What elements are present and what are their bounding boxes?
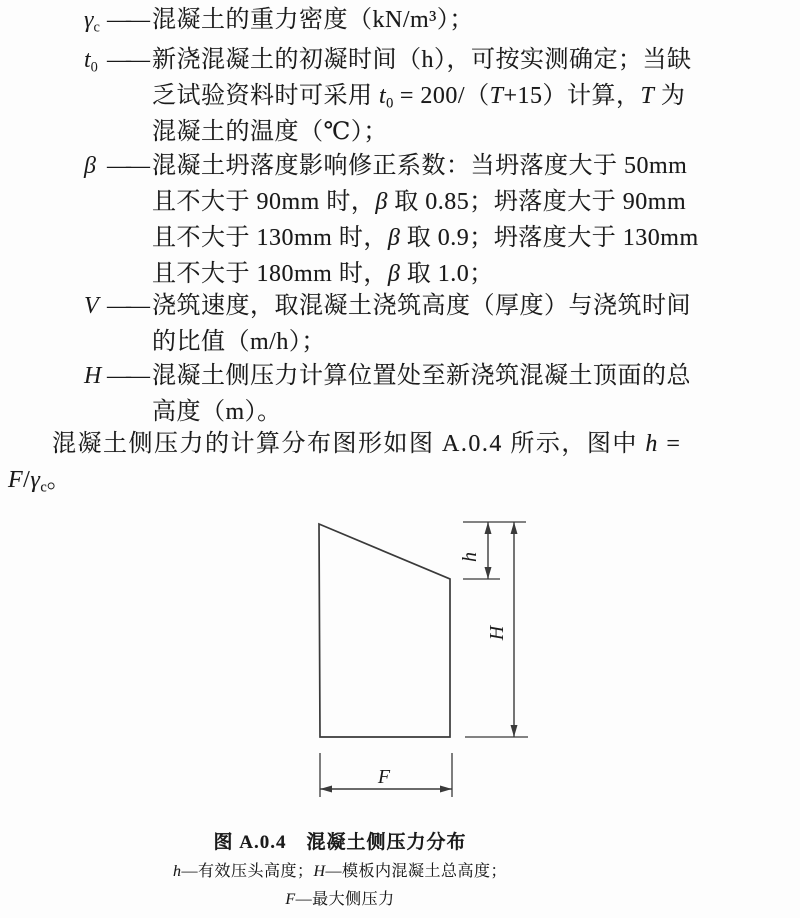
definition-line: 混凝土的重力密度（kN/m³）；	[152, 7, 474, 33]
label-H: H	[486, 625, 508, 641]
paragraph	[8, 426, 728, 498]
arrow-down-icon	[485, 567, 492, 579]
pressure-polygon	[319, 524, 450, 737]
definition-line: 且不大于 90mm 时，β 取 0.85；坍落度大于 90mm	[152, 189, 687, 215]
label-F: F	[377, 766, 391, 788]
definition-line: 混凝土的温度（℃）；	[152, 119, 388, 145]
definition-line: 且不大于 130mm 时，β 取 0.9；坍落度大于 130mm	[152, 225, 699, 251]
pressure-distribution-figure	[280, 500, 550, 810]
definition-symbol: γc	[84, 7, 100, 36]
definition-row	[0, 148, 720, 292]
arrow-up-icon	[485, 522, 492, 534]
definition-line: 乏试验资料时可采用 t0 = 200/（T+15）计算，T 为	[152, 83, 686, 112]
pressure-diagram	[280, 500, 550, 810]
label-h: h	[459, 552, 481, 562]
definition-line: 新浇混凝土的初凝时间（h），可按实测确定；当缺	[152, 47, 692, 73]
definition-dash: ——	[107, 153, 145, 179]
definition-line: 高度（m）。	[152, 399, 282, 425]
arrow-down-icon	[511, 725, 518, 737]
definition-dash: ——	[107, 7, 145, 33]
definition-line: 混凝土侧压力计算位置处至新浇筑混凝土顶面的总	[152, 363, 691, 389]
definition-row	[0, 358, 720, 430]
definition-text	[152, 358, 720, 430]
definition-dash: ——	[107, 293, 145, 319]
definition-symbol: H	[84, 363, 102, 389]
definition-text	[152, 288, 720, 360]
figure-legend-line: h—有效压头高度；H—模板内混凝土总高度；	[172, 863, 508, 880]
definition-text	[152, 148, 720, 292]
definition-row	[0, 42, 720, 150]
arrow-left-icon	[320, 786, 332, 793]
figure-legend-line: F—最大侧压力	[285, 891, 395, 908]
definition-dash: ——	[107, 47, 145, 73]
arrow-up-icon	[511, 522, 518, 534]
arrow-right-icon	[440, 786, 452, 793]
definition-line: 混凝土坍落度影响修正系数：当坍落度大于 50mm	[152, 153, 688, 179]
figure-caption: 图 A.0.4 混凝土侧压力分布	[213, 832, 467, 853]
definition-text	[152, 2, 720, 38]
extension-lines	[320, 522, 528, 797]
definition-text	[152, 42, 720, 150]
definition-symbol: β	[84, 153, 96, 179]
definition-row	[0, 2, 720, 38]
paragraph-line: 混凝土侧压力的计算分布图形如图 A.0.4 所示，图中 h =	[52, 431, 682, 457]
definition-row	[0, 288, 720, 360]
definition-symbol: V	[84, 293, 99, 319]
definition-line: 浇筑速度，取混凝土浇筑高度（厚度）与浇筑时间	[152, 293, 691, 319]
definition-dash: ——	[107, 363, 145, 389]
definition-line: 的比值（m/h）；	[152, 329, 326, 355]
definition-symbol: t0	[84, 47, 98, 76]
figure-caption-block	[0, 828, 680, 914]
definition-line: 且不大于 180mm 时，β 取 1.0；	[152, 261, 494, 287]
paragraph-line: F/γc。	[8, 467, 72, 496]
